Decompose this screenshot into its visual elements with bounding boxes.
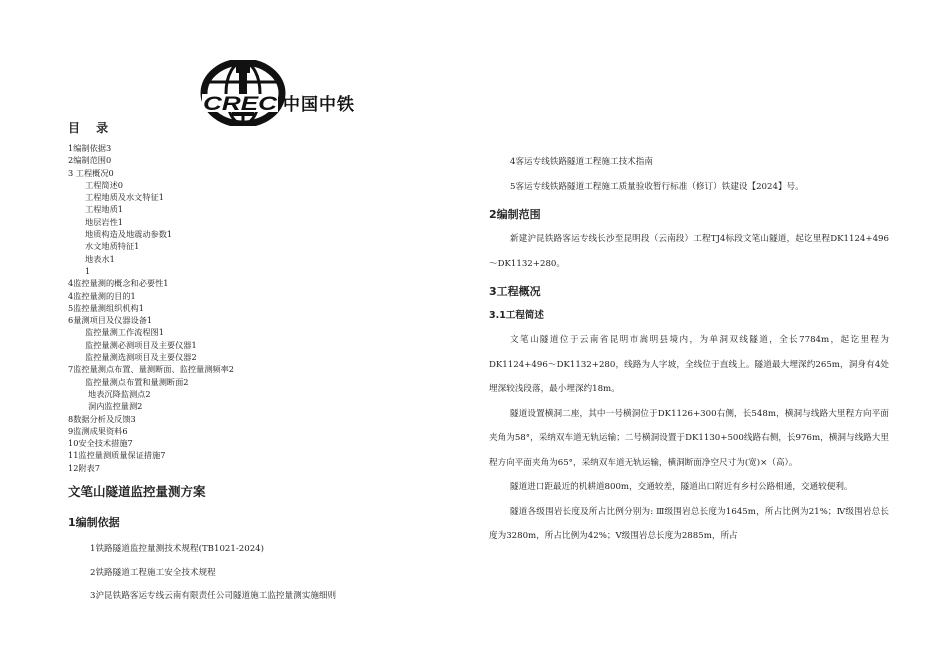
- toc-item[interactable]: 11监控量测质量保证措施7: [68, 450, 166, 461]
- toc-item[interactable]: 9监测成果资料6: [68, 425, 128, 436]
- left-column: [68, 119, 468, 609]
- company-name: 中国中铁: [283, 95, 355, 115]
- logo-wordmark: CREC: [203, 94, 278, 115]
- toc-item[interactable]: 8数据分析及反馈3: [68, 413, 136, 424]
- toc-item[interactable]: 监控量测点布置和量测断面2: [85, 376, 189, 387]
- toc-item[interactable]: 地表水1: [85, 253, 115, 264]
- section-3-paragraph: 隧道各级围岩长度及所占比例分别为: Ⅲ级围岩总长度为1645m，所占比例为21%；Ⅳ级围岩总长度为3280m，所占比例为42%；Ⅴ级围岩总长度为2885m，所占: [489, 506, 889, 541]
- toc-item[interactable]: 6量测项目及仪器设备1: [68, 315, 153, 326]
- toc-item[interactable]: 1编制依据3: [68, 143, 112, 153]
- toc-item[interactable]: 监控量测选测项目及主要仪器2: [85, 352, 197, 363]
- toc-item[interactable]: 地表沉降监测点2: [88, 388, 151, 399]
- toc-item[interactable]: 地层岩性1: [85, 216, 123, 227]
- toc-item[interactable]: 12附表7: [68, 462, 101, 473]
- toc-item[interactable]: 7监控量测点布置、量测断面、监控量测频率2: [68, 364, 234, 375]
- toc-item[interactable]: 工程地质1: [85, 204, 123, 215]
- section-3-paragraph: 文笔山隧道位于云南省昆明市嵩明县境内，为单洞双线隧道，全长7784m，起讫里程为DK1124+496～DK1132+280，线路为人字坡，全线位于直线上。隧道最大埋深约265m，洞身有4处埋深较浅段落，最小埋深约18m。: [489, 335, 889, 394]
- section-2-body: 新建沪昆铁路客运专线长沙至昆明段（云南段）工程TJ4标段文笔山隧道，起讫里程DK1124+496～DK1132+280。: [489, 234, 889, 269]
- basis-item: 5客运专线铁路隧道工程施工质量验收暂行标准（修订）铁建设【2024】号。: [510, 181, 804, 192]
- toc-item[interactable]: 水文地质特征1: [85, 241, 140, 252]
- basis-item: 2铁路隧道工程施工安全技术规程: [90, 567, 216, 578]
- document-title: 文笔山隧道监控量测方案: [68, 484, 206, 500]
- toc-item[interactable]: 4监控量测的概念和必要性1: [68, 278, 169, 289]
- toc-item[interactable]: 地质构造及地震动参数1: [85, 229, 173, 240]
- basis-item: 3沪昆铁路客运专线云南有限责任公司隧道施工监控量测实施细则: [90, 591, 337, 602]
- section-2-heading: 2编制范围: [489, 208, 541, 221]
- toc-item[interactable]: 工程简述0: [85, 179, 123, 190]
- toc-item[interactable]: 4监控量测的目的1: [68, 290, 136, 301]
- section-1-heading: 1编制依据: [68, 516, 120, 530]
- toc-item[interactable]: 3 工程概况0: [68, 167, 114, 178]
- toc-item[interactable]: 5监控量测组织机构1: [68, 302, 144, 313]
- section-3-paragraph: 隧道进口距最近的机耕道800m，交通较差，隧道出口附近有乡村公路相通，交通较便利。: [510, 482, 853, 492]
- toc-item[interactable]: 工程地质及水文特征1: [85, 192, 164, 203]
- basis-item: 4客运专线铁路隧道工程施工技术指南: [510, 157, 653, 167]
- table-of-contents: [68, 142, 468, 474]
- toc-item[interactable]: 监控量测必测项目及主要仪器1: [85, 339, 197, 350]
- basis-item: 1铁路隧道监控量测技术规程(TB1021-2024): [90, 544, 264, 555]
- toc-item[interactable]: 2编制范围0: [68, 155, 112, 166]
- basis-list: [68, 538, 468, 609]
- toc-item[interactable]: 监控量测工作流程图1: [85, 327, 164, 338]
- toc-item[interactable]: 10安全技术措施7: [68, 438, 133, 449]
- section-3-paragraph: 隧道设置横洞二座，其中一号横洞位于DK1126+300右侧，长548m，横洞与线路大里程方向平面夹角为58°，采纳双车道无轨运输；二号横洞设置于DK1130+500线路右侧，长976m，横洞与线路大里程方向平面夹角为65°，采纳双车道无轨运输，横洞断面净空尺寸为(宽)×（高）。: [489, 408, 889, 468]
- toc-title: 目 录: [68, 121, 115, 135]
- section-3-1-heading: 3.1工程简述: [489, 310, 544, 321]
- right-column: [489, 150, 889, 549]
- section-3-heading: 3工程概况: [489, 285, 541, 298]
- toc-item[interactable]: 1: [85, 265, 91, 276]
- toc-item[interactable]: 洞内监控量测2: [88, 401, 143, 412]
